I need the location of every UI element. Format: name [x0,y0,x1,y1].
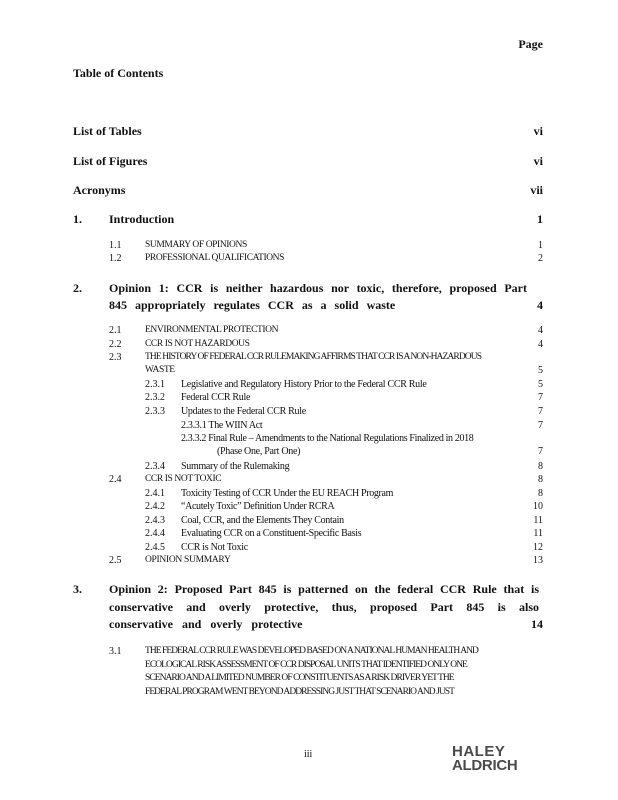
toc-section-number: 2.2 [109,339,122,350]
toc-page-number: 14 [531,617,543,631]
toc-subsection-ccr-not-toxic[interactable]: CCR is Not Toxic [181,542,248,553]
toc-chapter-introduction[interactable]: Introduction [109,212,175,226]
toc-page-number: 11 [533,528,543,539]
toc-subsection-toxicity-testing[interactable]: Toxicity Testing of CCR Under the EU REACH Program [181,488,394,499]
toc-page-number: 4 [538,339,543,350]
toc-chapter-number: 3. [73,582,82,596]
toc-page-list-of-figures: vi [533,154,543,168]
toc-subsection-number: 2.4.4 [145,528,165,539]
toc-page-number: 12 [533,542,543,553]
toc-section-ccr-not-hazardous[interactable]: CCR IS NOT HAZARDOUS [145,339,250,349]
toc-subsection-federal-ccr-rule[interactable]: Federal CCR Rule [181,392,251,403]
toc-section-number: 2.5 [109,555,122,566]
toc-entry-list-of-tables[interactable]: List of Tables [73,124,142,138]
logo-line-haley: HALEY [452,743,506,760]
page-column-label: Page [518,37,543,51]
toc-section-number: 1.1 [109,240,122,251]
toc-page-number: 10 [533,501,543,512]
toc-page-number: 2 [538,253,543,264]
toc-subsection-constituent-specific[interactable]: Evaluating CCR on a Constituent-Specific Basis [181,528,362,539]
toc-page-number: 8 [538,474,543,485]
toc-section-number: 1.2 [109,253,122,264]
toc-chapter-number: 1. [73,212,82,226]
toc-subsection-number: 2.4.2 [145,501,165,512]
toc-section-professional-qualifications[interactable]: PROFESSIONAL QUALIFICATIONS [145,253,285,263]
toc-chapter-opinion-2-line1[interactable]: Opinion 2: Proposed Part 845 is patterned on the federal CCR Rule that is [109,582,539,596]
toc-page-number: 5 [538,379,543,390]
toc-subsubsection-final-rule-line2[interactable]: (Phase One, Part One) [217,446,301,457]
toc-subsection-number: 2.3.4 [145,461,165,472]
toc-section-ccr-not-toxic[interactable]: CCR IS NOT TOXIC [145,474,222,484]
toc-page-number: 4 [538,325,543,336]
toc-section-summary-of-opinions[interactable]: SUMMARY OF OPINIONS [145,240,247,250]
toc-page-number: 7 [538,392,543,403]
toc-entry-list-of-figures[interactable]: List of Figures [73,154,148,168]
toc-section-federal-ccr-rule-line1[interactable]: THE FEDERAL CCR RULE WAS DEVELOPED BASED ON A NATIONAL HUMAN HEALTH AND [145,646,478,656]
toc-page-number: 1 [538,240,543,251]
toc-subsection-coal-ccr-elements[interactable]: Coal, CCR, and the Elements They Contain [181,515,344,526]
toc-section-history-line1[interactable]: THE HISTORY OF FEDERAL CCR RULEMAKING AFFIRMS THAT CCR IS A NON-HAZARDOUS [145,352,482,362]
toc-chapter-number: 2. [73,281,82,295]
toc-subsection-number: 2.3.3 [145,406,165,417]
toc-section-number: 2.3 [109,352,122,363]
toc-title: Table of Contents [73,66,164,80]
toc-subsection-acutely-toxic[interactable]: “Acutely Toxic” Definition Under RCRA [181,501,335,512]
toc-section-opinion-summary[interactable]: OPINION SUMMARY [145,555,231,565]
toc-subsection-number: 2.4.1 [145,488,165,499]
toc-page-number: 7 [538,446,543,457]
logo-line-aldrich: ALDRICH [452,757,518,774]
haley-aldrich-logo [452,745,548,773]
toc-subsection-number: 2.4.5 [145,542,165,553]
toc-page-list-of-tables: vi [533,124,543,138]
toc-subsection-number: 2.4.3 [145,515,165,526]
toc-page-number: 13 [533,555,543,566]
toc-subsection-summary-rulemaking[interactable]: Summary of the Rulemaking [181,461,290,472]
toc-subsubsection-final-rule-line1[interactable]: 2.3.3.2 Final Rule – Amendments to the National Regulations Finalized in 2018 [181,433,474,444]
toc-subsection-number: 2.3.1 [145,379,165,390]
toc-section-history-line2[interactable]: WASTE [145,365,175,375]
toc-page-number: 5 [538,365,543,376]
toc-chapter-opinion-2-line2[interactable]: conservative and overly protective, thus, proposed Part 845 is also [109,600,539,614]
toc-subsection-updates[interactable]: Updates to the Federal CCR Rule [181,406,306,417]
toc-section-environmental-protection[interactable]: ENVIRONMENTAL PROTECTION [145,325,279,335]
toc-page-number: 8 [538,461,543,472]
toc-section-federal-ccr-rule-line2[interactable]: ECOLOGICAL RISK ASSESSMENT OF CCR DISPOSAL UNITS THAT IDENTIFIED ONLY ONE [145,660,467,670]
toc-chapter-opinion-1-line1[interactable]: Opinion 1: CCR is neither hazardous nor toxic, therefore, proposed Part [109,281,527,295]
toc-section-federal-ccr-rule-line4[interactable]: FEDERAL PROGRAM WENT BEYOND ADDRESSING JUST THAT SCENARIO AND JUST [145,687,454,697]
toc-section-number: 2.4 [109,474,122,485]
toc-page-number: 7 [538,406,543,417]
toc-page-number: 7 [538,420,543,431]
toc-subsection-number: 2.3.2 [145,392,165,403]
toc-page-acronyms: vii [530,183,543,197]
toc-subsection-legislative-history[interactable]: Legislative and Regulatory History Prior to the Federal CCR Rule [181,379,427,390]
toc-chapter-opinion-2-line3[interactable]: conservative and overly protective [109,617,303,631]
toc-page-number: 1 [537,212,543,226]
toc-page-number: 11 [533,515,543,526]
toc-section-number: 3.1 [109,646,122,657]
toc-chapter-opinion-1-line2[interactable]: 845 appropriately regulates CCR as a solid waste [109,298,396,312]
toc-section-federal-ccr-rule-line3[interactable]: SCENARIO AND A LIMITED NUMBER OF CONSTITUENTS AS A RISK DRIVER YET THE [145,673,454,683]
toc-subsubsection-wiin-act[interactable]: 2.3.3.1 The WIIN Act [181,420,263,431]
footer-page-number: iii [304,749,313,760]
toc-entry-acronyms[interactable]: Acronyms [73,183,126,197]
toc-section-number: 2.1 [109,325,122,336]
toc-page-number: 4 [537,298,543,312]
toc-page-number: 8 [538,488,543,499]
